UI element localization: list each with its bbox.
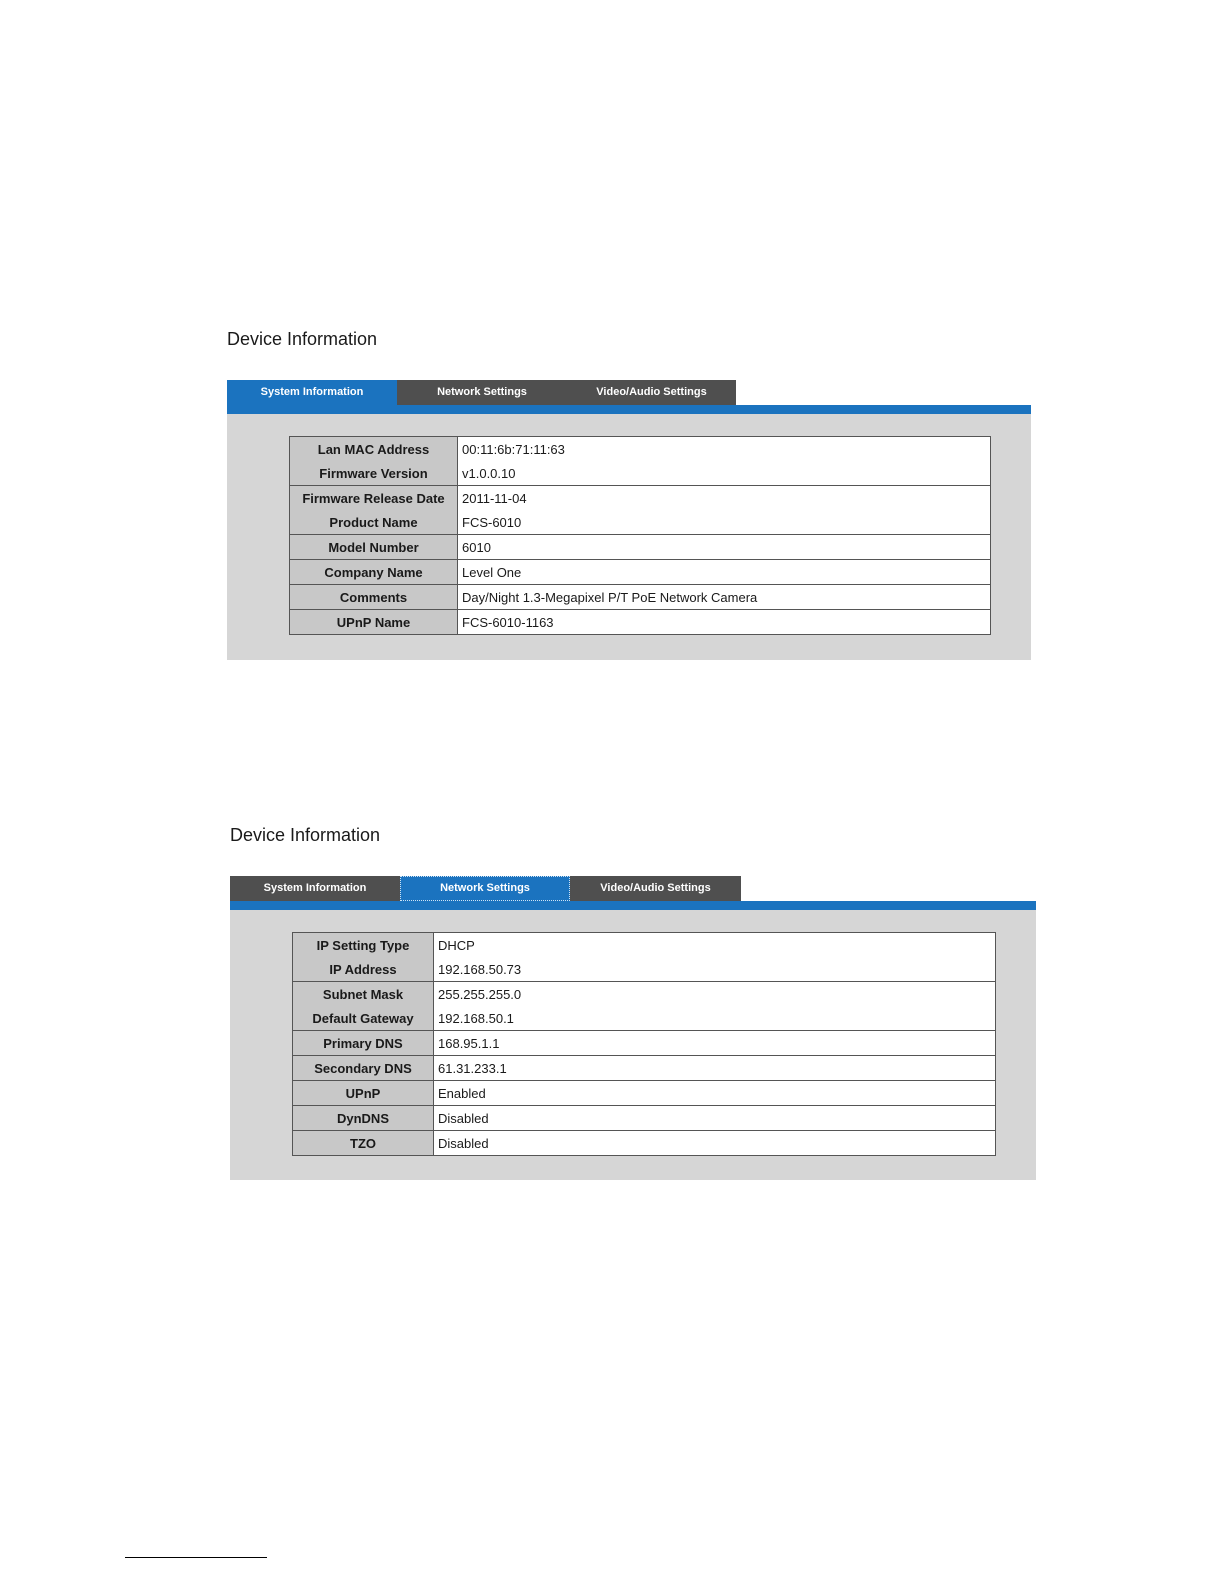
row-value: 192.168.50.73	[438, 961, 522, 977]
table-row	[293, 1106, 996, 1131]
row-value: Day/Night 1.3-Megapixel P/T PoE Network Camera	[458, 585, 991, 610]
device-info-panel-system	[227, 329, 1031, 660]
tab-underline-bar	[227, 405, 1031, 414]
row-label: UPnP Name	[290, 610, 458, 635]
table-row	[293, 1056, 996, 1081]
row-label: UPnP	[293, 1081, 434, 1106]
row-label: Subnet Mask	[293, 982, 434, 1007]
page-title: Device Information	[230, 825, 381, 845]
row-label: IP Setting Type	[293, 933, 434, 958]
row-value: DHCP	[438, 937, 475, 953]
tab-network-settings[interactable]: Network Settings	[397, 380, 567, 405]
page-title: Device Information	[227, 329, 378, 349]
tab-system-information[interactable]: System Information	[227, 380, 397, 405]
tab-video-audio-settings[interactable]: Video/Audio Settings	[567, 380, 736, 405]
row-label: Firmware Version	[290, 461, 458, 486]
row-label: Primary DNS	[293, 1031, 434, 1056]
row-label: Product Name	[290, 510, 458, 535]
row-value: 192.168.50.1	[438, 1010, 514, 1026]
table-row	[293, 957, 996, 982]
row-label: Model Number	[290, 535, 458, 560]
table-row	[293, 1081, 996, 1106]
tab-video-audio-settings[interactable]: Video/Audio Settings	[570, 876, 741, 901]
table-row	[293, 1006, 996, 1031]
row-value: 2011-11-04	[458, 486, 991, 511]
table-row	[290, 535, 991, 560]
row-value: 6010	[458, 535, 991, 560]
table-row	[290, 610, 991, 635]
tab-network-settings[interactable]: Network Settings	[400, 876, 570, 901]
row-label: DynDNS	[293, 1106, 434, 1131]
device-info-panel-network	[230, 825, 1036, 1180]
table-row	[290, 461, 991, 486]
row-label: Comments	[290, 585, 458, 610]
system-info-table	[289, 436, 991, 635]
table-row	[290, 510, 991, 535]
tab-underline-bar	[230, 901, 1036, 910]
row-value: Disabled	[434, 1131, 996, 1156]
row-label: IP Address	[293, 957, 434, 982]
row-label: Firmware Release Date	[290, 486, 458, 511]
row-label: Default Gateway	[293, 1006, 434, 1031]
row-value: FCS-6010	[462, 514, 522, 530]
row-value: Enabled	[434, 1081, 996, 1106]
table-row	[290, 486, 991, 511]
table-row	[290, 437, 991, 462]
row-label: Company Name	[290, 560, 458, 585]
footnote-divider	[125, 1557, 267, 1558]
network-settings-table	[292, 932, 996, 1156]
table-row	[293, 1031, 996, 1056]
row-value: 255.255.255.0	[434, 982, 996, 1007]
table-row	[293, 1131, 996, 1156]
tab-bar	[227, 380, 736, 405]
row-value: 168.95.1.1	[434, 1031, 996, 1056]
tab-system-information[interactable]: System Information	[230, 876, 400, 901]
row-label: TZO	[293, 1131, 434, 1156]
table-row	[290, 560, 991, 585]
tab-bar	[230, 876, 741, 901]
table-row	[293, 933, 996, 958]
table-row	[290, 585, 991, 610]
row-value: v1.0.0.10	[462, 465, 516, 481]
row-value: Level One	[458, 560, 991, 585]
row-label: Secondary DNS	[293, 1056, 434, 1081]
row-value: FCS-6010-1163	[458, 610, 991, 635]
row-value: 61.31.233.1	[434, 1056, 996, 1081]
row-value: Disabled	[434, 1106, 996, 1131]
table-row	[293, 982, 996, 1007]
row-label: Lan MAC Address	[290, 437, 458, 462]
row-value: 00:11:6b:71:11:63	[462, 441, 565, 457]
